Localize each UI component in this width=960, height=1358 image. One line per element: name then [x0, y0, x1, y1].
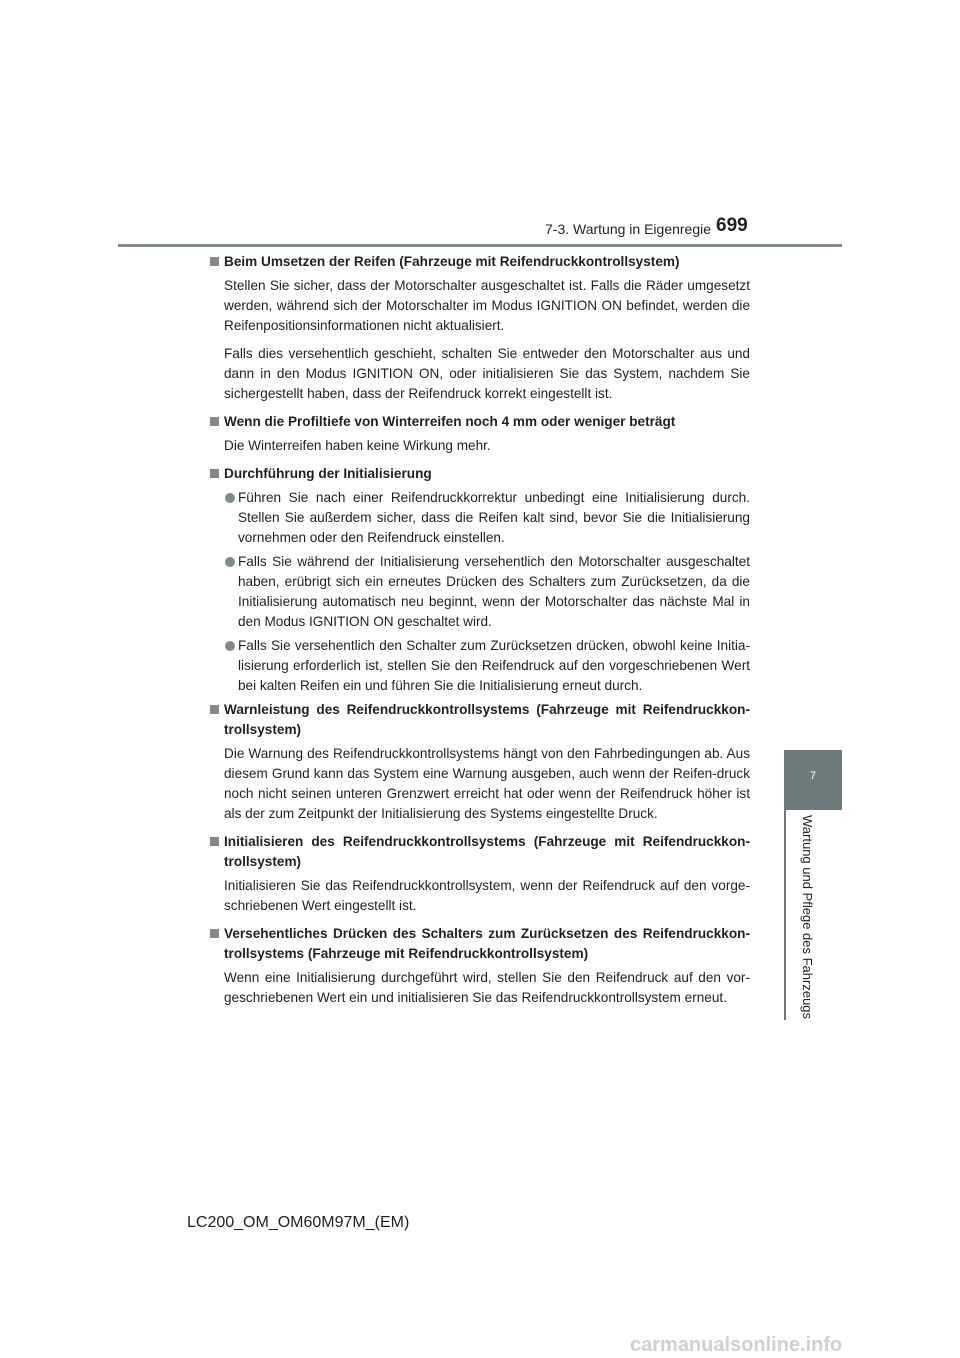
paragraph: Initialisieren Sie das Reifendruckkontrollsystem, wenn der Reifendruck auf den vorge-schriebenen Wert eingestellt ist. [224, 878, 750, 913]
section-warning-performance [210, 700, 750, 824]
section-heading-text: Wenn die Profiltiefe von Winterreifen noch 4 mm oder weniger beträgt [224, 414, 676, 429]
round-bullet-icon [225, 641, 235, 651]
page-content [210, 252, 750, 1016]
list-item-text: Führen Sie nach einer Reifendruckkorrektur unbedingt eine Initialisierung durch. Stellen Sie außerdem sicher, dass die Reifen kalt sind, bevor Sie die Initialisierung vornehmen oder den Reifendruck einstellen. [238, 490, 750, 545]
section-accidental-reset [210, 924, 750, 1008]
section-heading-text: Warnleistung des Reifendruckkontrollsystems (Fahrzeuge mit Reifendruckkon-trollsystem) [224, 702, 750, 737]
square-bullet-icon [210, 257, 219, 266]
page-number: 699 [716, 215, 748, 236]
chapter-title: Wartung und Pflege des Fahrzeugs [800, 815, 815, 1020]
header-rule [118, 244, 842, 247]
bullet-list [210, 488, 750, 696]
section-heading [210, 464, 750, 484]
watermark: carmanualsonline.info [630, 1334, 843, 1356]
footer-doc-code: LC200_OM_OM60M97M_(EM) [187, 1214, 410, 1231]
round-bullet-icon [225, 557, 235, 567]
paragraph: Wenn eine Initialisierung durchgeführt wird, stellen Sie den Reifendruck auf den vor-geschriebenen Wert ein und initialisieren Sie das Reifendruckkontrollsystem erneut. [224, 970, 750, 1005]
square-bullet-icon [210, 469, 219, 478]
list-item [210, 636, 750, 696]
section-heading-text: Durchführung der Initialisierung [224, 466, 432, 481]
list-item-text: Falls Sie während der Initialisierung versehentlich den Motorschalter ausgeschaltet haben, erübrigt sich ein erneutes Drücken des Schalters zum Zurücksetzen, da die Initialisierung automatisch neu beginnt, wenn der Motorschalter das nächste Mal in den Modus IGNITION ON geschaltet wird. [238, 554, 750, 629]
round-bullet-icon [225, 493, 235, 503]
section-tire-rotation [210, 252, 750, 404]
section-heading-text: Beim Umsetzen der Reifen (Fahrzeuge mit Reifendruckkontrollsystem) [224, 254, 680, 269]
section-heading [210, 924, 750, 964]
section-heading [210, 412, 750, 432]
list-item-text: Falls Sie versehentlich den Schalter zum Zurücksetzen drücken, obwohl keine Initia-lisierung erforderlich ist, stellen Sie den Reifendruck auf den vorgeschriebenen Wert bei kalten Reifen ein und führen Sie die Initialisierung erneut durch. [238, 638, 750, 693]
square-bullet-icon [210, 837, 219, 846]
list-item [210, 488, 750, 548]
paragraph: Die Warnung des Reifendruckkontrollsystems hängt von den Fahrbedingungen ab. Aus diesem Grund kann das System eine Warnung ausgeben, auch wenn der Reifen-druck noch nicht seinen unteren Grenzwert erreicht hat oder wenn der Reifendruck höher ist als der zum Zeitpunkt der Initialisierung des Systems eingestellte Druck. [224, 746, 750, 821]
paragraph: Die Winterreifen haben keine Wirkung mehr. [224, 438, 491, 453]
header-section-title: 7-3. Wartung in Eigenregie [545, 221, 712, 237]
section-heading [210, 832, 750, 872]
square-bullet-icon [210, 705, 219, 714]
section-heading [210, 252, 750, 272]
section-initialize-system [210, 832, 750, 916]
section-initialization [210, 464, 750, 696]
section-heading [210, 700, 750, 740]
square-bullet-icon [210, 417, 219, 426]
section-winter-tires [210, 412, 750, 456]
square-bullet-icon [210, 929, 219, 938]
section-heading-text: Initialisieren des Reifendruckkontrollsystems (Fahrzeuge mit Reifendruckkon-trollsystem) [224, 834, 750, 869]
chapter-number: 7 [809, 770, 817, 782]
paragraph: Falls dies versehentlich geschieht, schalten Sie entweder den Motorschalter aus und dann in den Modus IGNITION ON, oder initialisieren Sie das System, nachdem Sie sichergestellt haben, dass der Reifendruck korrekt eingestellt ist. [224, 346, 750, 401]
section-heading-text: Versehentliches Drücken des Schalters zum Zurücksetzen des Reifendruckkon-trollsystems (Fahrzeuge mit Reifendruckkontrollsystem) [224, 926, 750, 961]
chapter-tab [784, 750, 842, 810]
paragraph: Stellen Sie sicher, dass der Motorschalter ausgeschaltet ist. Falls die Räder umgesetzt werden, während sich der Motorschalter im Modus IGNITION ON befindet, werden die Reifenpositionsinformationen nicht aktualisiert. [224, 278, 750, 333]
list-item [210, 552, 750, 632]
chapter-tab-strip [784, 810, 786, 1020]
